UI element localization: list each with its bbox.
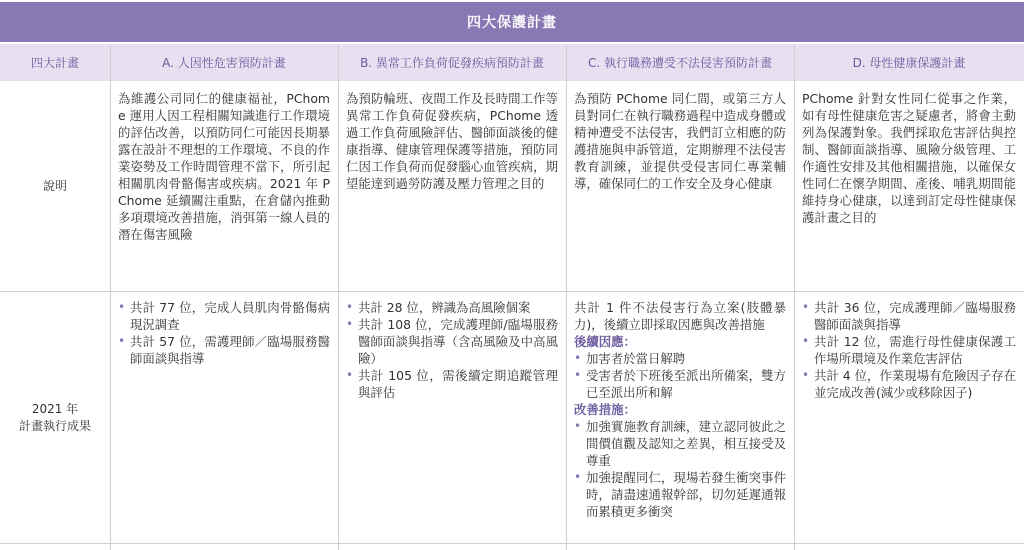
results-c-intro: 共計 1 件不法侵害行為立案(肢體暴力)，後續立即採取因應與改善措施 xyxy=(574,300,786,332)
divider xyxy=(338,44,339,550)
results-plan-d xyxy=(802,299,1016,401)
row-label-results-year: 2021 年 xyxy=(31,401,79,416)
results-plan-c xyxy=(574,299,786,520)
bullet-icon: • xyxy=(574,470,582,484)
list-item: • 共計 12 位，需進行母性健康保護工作場所環境及作業危害評估 xyxy=(802,334,1016,366)
divider xyxy=(566,44,567,550)
bullet-icon: • xyxy=(118,334,126,348)
list-item: • 共計 108 位，完成護理師/臨場服務醫師面談與指導（含高風險及中高風險） xyxy=(346,317,558,366)
list-item: • 受害者於下班後至派出所備案，雙方已至派出所和解 xyxy=(574,368,786,400)
divider xyxy=(0,291,1024,292)
divider xyxy=(110,44,111,550)
header-plan-c: C. 執行職務遭受不法侵害預防計畫 xyxy=(587,56,772,70)
desc-plan-b: 為預防輪班、夜間工作及長時間工作等異常工作負荷促發疾病，PChome 透過工作負荷風險評估、醫師面談後的健康指導、健康管理保護等措施，預防同仁因工作負荷而促發腦心血管疾病，期望能達到過勞防護及壓力管理之目的 xyxy=(346,91,558,191)
bullet-icon: • xyxy=(802,368,810,382)
list-item: • 共計 4 位，作業現場有危險因子存在並完成改善(減少或移除因子) xyxy=(802,368,1016,400)
list-item: • 共計 105 位，需後續定期追蹤管理與評估 xyxy=(346,368,558,400)
bullet-icon: • xyxy=(118,300,126,314)
results-plan-a xyxy=(118,299,330,367)
results-c-improve-label: 改善措施： xyxy=(574,402,636,417)
desc-plan-d: PChome 針對女性同仁從事之作業，如有母性健康危害之疑慮者，將會主動列為保護對象。我們採取危害評估與控制、醫師面談指導、風險分級管理、工作適性安排及其他相關措施，以確保女性同仁在懷孕期間、產後、哺乳期間能維持身心健康，以達到訂定母性健康保護計畫之目的 xyxy=(802,91,1016,225)
bullet-icon: • xyxy=(574,419,582,433)
list-item: • 加害者於當日解聘 xyxy=(574,351,686,366)
header-plan: 四大計畫 xyxy=(30,56,79,70)
bullet-icon: • xyxy=(574,368,582,382)
divider xyxy=(0,543,1024,544)
results-c-cause-label: 後續因應： xyxy=(574,334,636,349)
row-label-results xyxy=(0,292,110,543)
row-label-description: 說明 xyxy=(42,179,67,193)
desc-plan-c: 為預防 PChome 同仁間，或第三方人員對同仁在執行職務過程中造成身體或精神遭受不法侵害，我們訂立相應的防護措施與申訴管道，定期辦理不法侵害教育訓練，並提供受侵害同仁專業輔導，確保同仁的工作安全及身心健康 xyxy=(574,91,786,191)
bullet-icon: • xyxy=(346,317,354,331)
list-item: • 共計 77 位，完成人員肌肉骨骼傷病現況調查 xyxy=(118,300,330,332)
row-label-results-text: 計畫執行成果 xyxy=(18,418,91,433)
list-item: • 加強提醒同仁，現場若發生衝突事件時，請盡速通報幹部，切勿延遲通報而累積更多衝突 xyxy=(574,470,786,519)
bullet-icon: • xyxy=(346,368,354,382)
list-item: • 共計 36 位，完成護理師／臨場服務醫師面談與指導 xyxy=(802,300,1016,332)
table-title: 四大保護計畫 xyxy=(0,2,1024,42)
list-item: • 共計 28 位，辨識為高風險個案 xyxy=(346,300,531,315)
results-plan-b xyxy=(346,299,558,401)
bullet-icon: • xyxy=(574,351,582,365)
header-plan-b: B. 異常工作負荷促發疾病預防計畫 xyxy=(360,56,544,70)
list-item: • 共計 57 位，需護理師／臨場服務醫師面談與指導 xyxy=(118,334,330,366)
bullet-icon: • xyxy=(802,300,810,314)
bullet-icon: • xyxy=(802,334,810,348)
divider xyxy=(794,44,795,550)
list-item: • 加強實施教育訓練，建立認同彼此之間價值觀及認知之差異，相互接受及尊重 xyxy=(574,419,786,468)
header-plan-d: D. 母性健康保護計畫 xyxy=(852,56,966,70)
bullet-icon: • xyxy=(346,300,354,314)
header-row xyxy=(0,44,1024,81)
desc-plan-a: 為維護公司同仁的健康福祉，PChome 運用人因工程相關知識進行工作環境的評估改善，以預防同仁可能因長期暴露在設計不理想的工作環境、不良的作業姿勢及工作時間管理不當下，所引起相關肌肉骨骼傷害或疾病。2021 年 PChome 延續關注重點，在倉儲內推動多項環境改善措施，消弭第一線人員的潛在傷害風險 xyxy=(118,91,330,242)
header-plan-a: A. 人因性危害預防計畫 xyxy=(162,56,286,70)
